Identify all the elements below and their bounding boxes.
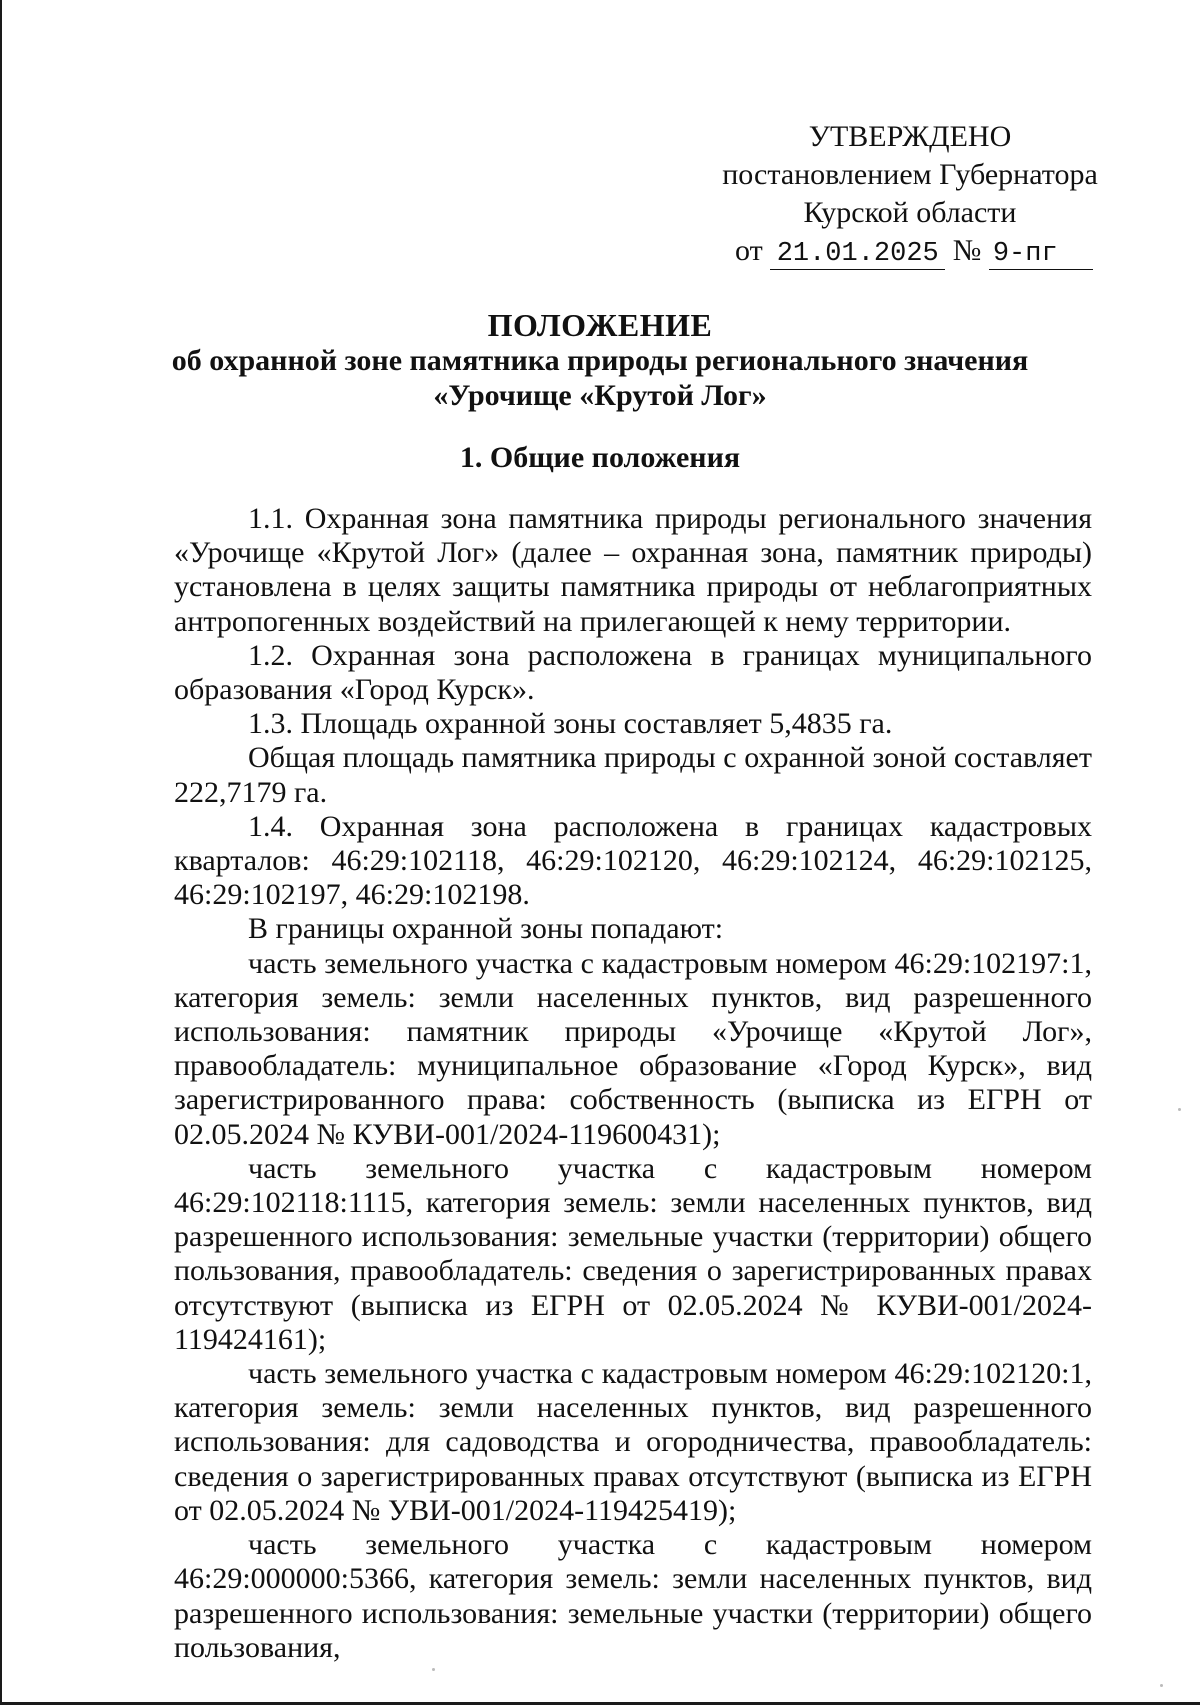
paragraph-1-4: 1.4. Охранная зона расположена в границах кадастровых кварталов: 46:29:102118, 46:29:102120, 46:29:102124, 46:29:102125, 46:29:102197, 46:29:102198. [174,809,1092,912]
approval-line-2: постановлением Губернатора [722,158,1098,191]
paragraph-total-area: Общая площадь памятника природы с охранной зоной составляет 222,7179 га. [174,741,1092,809]
scan-edge-left [0,0,2,1705]
paragraph-includes: В границы охранной зоны попадают: [248,912,724,946]
scan-speck [1178,1108,1181,1111]
approval-stamp [720,118,1100,270]
section-body [174,502,1092,1665]
approval-date-row [720,232,1100,270]
approval-date: 21.01.2025 [770,239,945,270]
number-prefix: № [952,234,982,267]
scan-speck [432,1668,435,1671]
approval-number: 9-пг [989,239,1093,270]
scan-speck [1160,1684,1163,1687]
approved-label: УТВЕРЖДЕНО [808,120,1012,153]
paragraph-1-3: 1.3. Площадь охранной зоны составляет 5,4835 га. [248,707,893,741]
paragraph-1-1: 1.1. Охранная зона памятника природы регионального значения «Урочище «Крутой Лог» (далее – охранная зона, памятник природы) установлена в целях защиты памятника природы от неблагоприятных антропогенных воздействий на прилегающей к нему территории. [174,502,1092,638]
date-prefix: от [735,234,763,267]
title-main: ПОЛОЖЕНИЕ [487,307,713,343]
land-plot-item: часть земельного участка с кадастровым номером 46:29:000000:5366, категория земель: земли населенных пунктов, вид разрешенного использования: земельные участки (территории) общего пользования, [174,1528,1092,1664]
land-plot-item: часть земельного участка с кадастровым номером 46:29:102197:1, категория земель: земли населенных пунктов, вид разрешенного использования: памятник природы «Урочище «Крутой Лог», правообладатель: муниципальное образование «Город Курск», вид зарегистрированного права: собственность (выписка из ЕГРН от 02.05.2024 № КУВИ-001/2024-119600431); [174,946,1092,1151]
section-heading: 1. Общие положения [459,441,741,474]
land-plot-item: часть земельного участка с кадастровым номером 46:29:102120:1, категория земель: земли населенных пунктов, вид разрешенного использования: для садоводства и огородничества, правообладатель: сведения о зарегистрированных правах отсутствуют (выписка из ЕГРН от 02.05.2024 № УВИ-001/2024-119425419); [174,1357,1092,1527]
paragraph-1-2: 1.2. Охранная зона расположена в границах муниципального образования «Город Курск». [174,638,1092,707]
document-title [0,308,1200,413]
title-line-2: об охранной зоне памятника природы регионального значения [171,344,1029,377]
approval-line-3: Курской области [803,196,1017,229]
land-plot-item: часть земельного участка с кадастровым номером 46:29:102118:1115, категория земель: земли населенных пунктов, вид разрешенного использования: земельные участки (территории) общего пользования, правообладатель: сведения о зарегистрированных правах отсутствуют (выписка из ЕГРН от 02.05.2024 № КУВИ-001/2024-119424161); [174,1151,1092,1356]
title-line-3: «Урочище «Крутой Лог» [433,379,767,412]
